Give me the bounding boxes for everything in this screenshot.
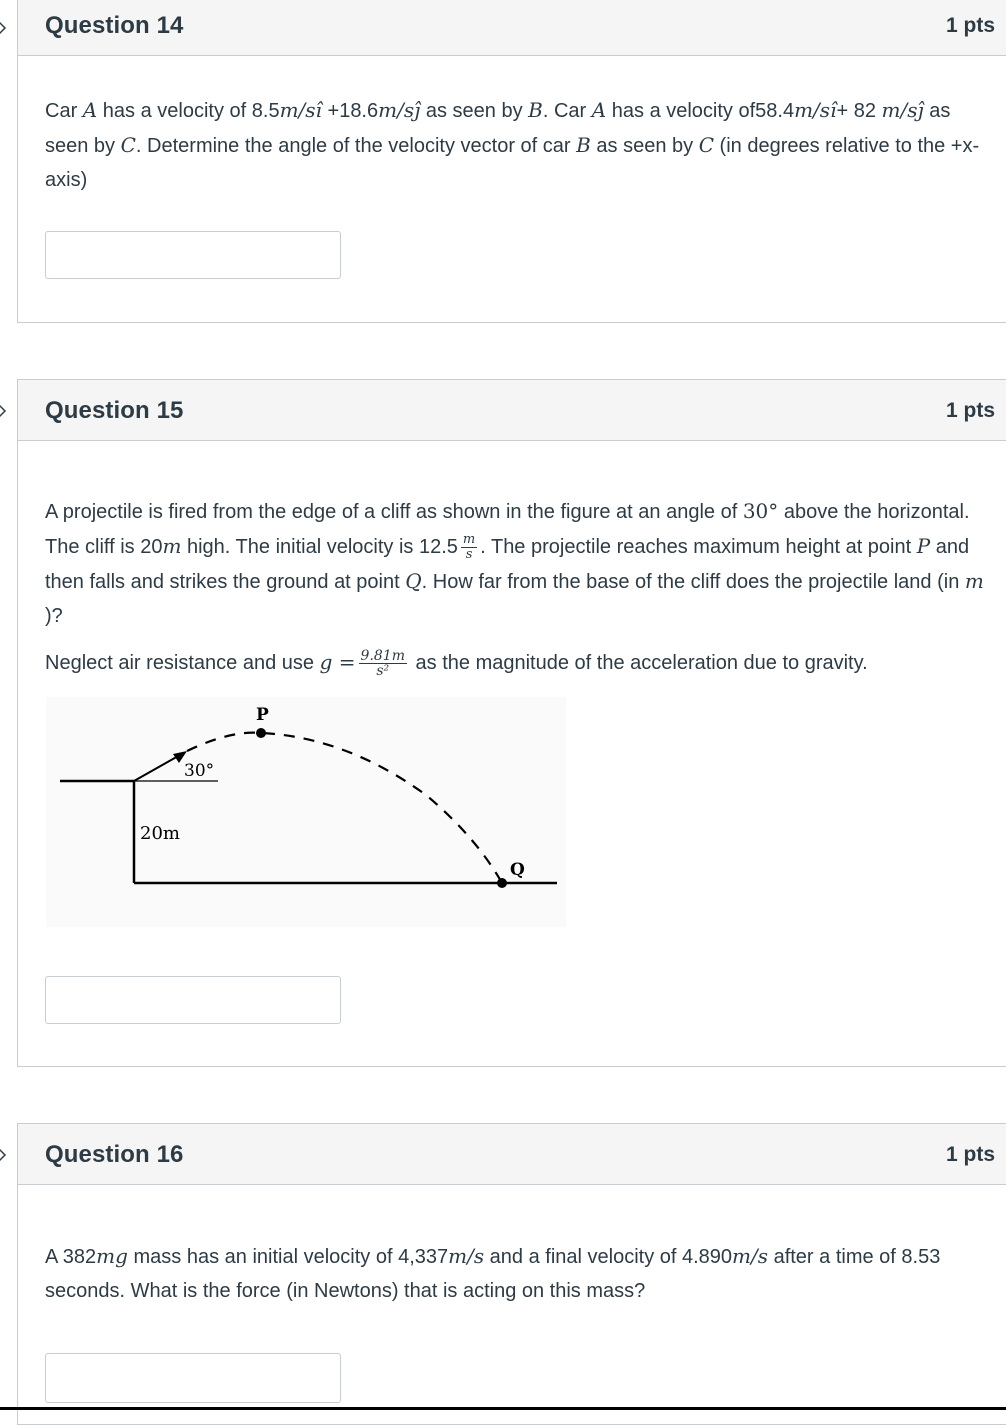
question-title: Question 14 — [45, 12, 184, 39]
answer-input[interactable] — [45, 1353, 341, 1403]
projectile-figure — [46, 697, 566, 927]
chevron-right-icon — [0, 20, 8, 36]
gravity-note: Neglect air resistance and use g = $\frac{9.81m}{\text{s²}}$ as the magnitude of the acceleration due to gravity. — [45, 648, 868, 680]
answer-input[interactable] — [45, 231, 341, 279]
chevron-right-icon — [0, 1147, 8, 1163]
answer-input[interactable] — [45, 976, 341, 1024]
question-16 — [17, 1123, 1006, 1425]
chevron-right-icon — [0, 403, 8, 419]
question-text: A projectile is fired from the edge of a cliff as shown in the figure at an angle of 30° above the horizontal. The cliff is 20m high. The initial velocity is 12.5 $\frac{m}{s}$ . The projectile reaches maximum height at point P and then falls and strikes the ground at point Q. How far from the base of the cliff does the projectile land (in m )? — [45, 499, 984, 627]
point-P-label: P — [256, 705, 269, 725]
question-15 — [17, 379, 1006, 1067]
angle-label: 30° — [184, 761, 215, 781]
question-title: Question 15 — [45, 397, 184, 424]
question-header — [18, 1124, 1006, 1185]
question-points: 1 pts — [945, 399, 995, 422]
question-text: A 382mg mass has an initial velocity of 4,337m/s and a final velocity of 4.890m/s after a time of 8.53 seconds. What is the force (in Newtons) that is acting on this mass? — [45, 1244, 941, 1302]
question-title: Question 16 — [45, 1141, 184, 1168]
point-Q-marker — [497, 878, 507, 888]
question-points: 1 pts — [945, 14, 995, 37]
point-P-marker — [256, 728, 266, 738]
question-header — [18, 0, 1006, 56]
question-points: 1 pts — [945, 1143, 995, 1166]
question-header — [18, 380, 1006, 441]
point-Q-label: Q — [510, 860, 525, 880]
question-14 — [17, 0, 1006, 323]
question-text: Car A has a velocity of 8.5m/sî +18.6m/sĵ as seen by B. Car A has a velocity of58.4m/sî+ 82 m/sĵ as seen by C. Determine the angle of the velocity vector of car B as seen by C (in degrees relative to the +x-axis) — [45, 98, 980, 191]
height-label: 20m — [140, 823, 180, 844]
figure-background — [46, 697, 566, 927]
